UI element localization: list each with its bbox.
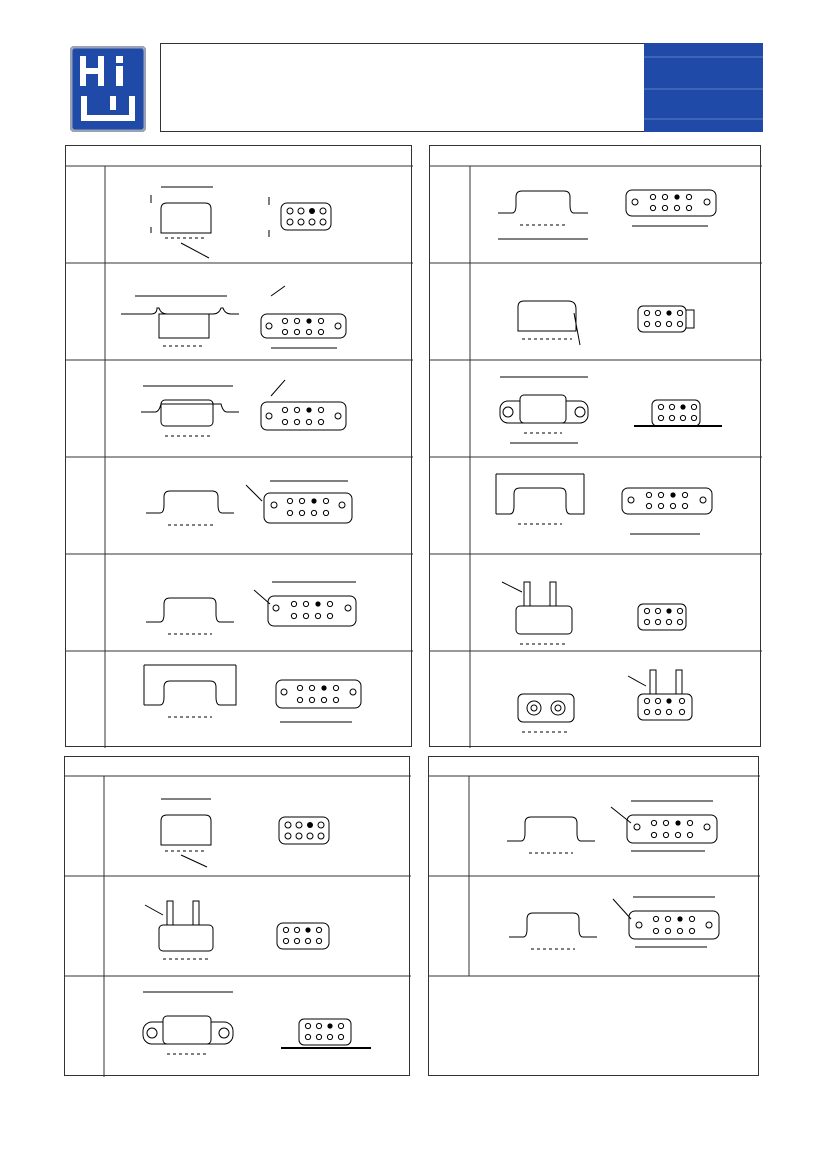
relay-package-icon	[146, 491, 234, 525]
pin-layout-icon	[638, 306, 694, 332]
hi-logo-icon	[70, 46, 146, 132]
package-panel-top-right	[429, 145, 761, 747]
pin-layout-icon	[652, 400, 700, 426]
relay-package-icon	[151, 187, 213, 258]
package-drawings-top-left	[66, 146, 413, 748]
pin-layout-icon	[261, 286, 346, 348]
relay-package-icon	[141, 386, 239, 436]
relay-package-icon	[509, 913, 597, 949]
relay-package-icon	[143, 992, 233, 1054]
package-drawings-bottom-right	[429, 757, 760, 1077]
package-panel-bottom-left	[64, 756, 410, 1076]
relay-package-icon	[161, 799, 211, 867]
package-drawings-top-right	[430, 146, 762, 748]
relay-package-icon	[518, 301, 580, 345]
package-panel-bottom-right	[428, 756, 759, 1076]
pin-layout-icon	[246, 481, 352, 523]
pin-layout-icon	[638, 604, 686, 630]
relay-package-icon	[146, 598, 234, 634]
relay-package-icon	[502, 582, 572, 644]
pin-layout-icon	[613, 897, 719, 947]
pin-layout-icon	[269, 197, 331, 237]
relay-package-icon	[518, 694, 574, 732]
relay-package-icon	[500, 377, 588, 443]
relay-package-icon	[496, 474, 584, 524]
relay-package-icon	[144, 665, 236, 717]
pin-layout-icon	[261, 380, 346, 430]
pin-layout-icon	[626, 190, 716, 226]
package-panel-top-left	[65, 145, 412, 747]
pin-layout-icon	[611, 801, 717, 851]
relay-package-icon	[507, 817, 595, 853]
relay-package-icon	[145, 901, 213, 959]
pin-layout-icon	[628, 670, 692, 720]
pin-layout-icon	[277, 923, 329, 949]
pin-layout-icon	[254, 582, 356, 626]
package-drawings-bottom-left	[65, 757, 411, 1077]
header-color-panel	[644, 43, 763, 132]
pin-layout-icon	[276, 680, 361, 722]
relay-package-icon	[498, 191, 588, 239]
relay-package-icon	[121, 296, 239, 346]
pin-layout-icon	[622, 488, 712, 534]
pin-layout-icon	[279, 817, 329, 844]
pin-layout-icon	[299, 1019, 351, 1045]
